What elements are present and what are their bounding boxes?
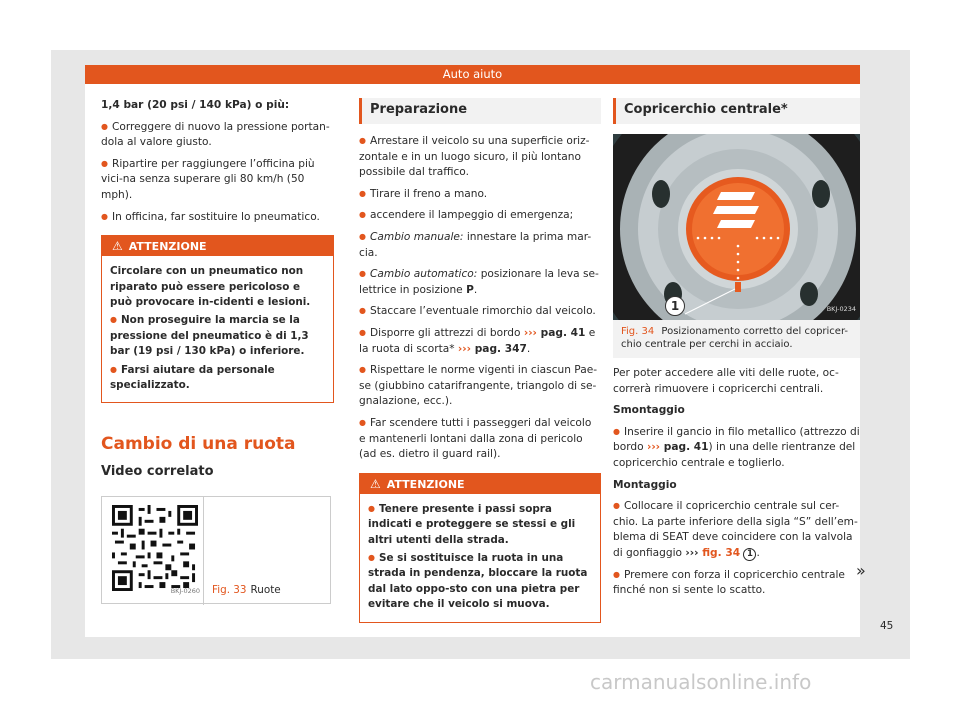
column-middle	[359, 98, 601, 623]
page-number: 45	[880, 620, 894, 632]
subheading-smontaggio: Smontaggio	[613, 404, 685, 417]
page-reference-link[interactable]	[524, 327, 586, 339]
divider	[203, 497, 204, 605]
reference-arrow-icon: ›››	[523, 326, 537, 339]
page-reference-link[interactable]	[647, 441, 709, 453]
column-left	[101, 98, 334, 604]
inline-marker-1: 1	[743, 548, 756, 561]
photo-code: BKJ-0234	[826, 305, 856, 314]
figure-reference-link[interactable]	[685, 547, 740, 559]
qr-code-icon[interactable]	[112, 505, 198, 591]
warning-body	[102, 256, 333, 402]
page-header: Auto aiuto	[85, 65, 860, 84]
list-text: e la ruota di scorta*	[359, 326, 596, 355]
watermark: carmanualsonline.info	[590, 670, 812, 694]
figure-number: Fig. 33	[212, 583, 247, 596]
list-item: ● Premere con forza il copricerchio centrale finché non si sente lo scatto.	[613, 568, 860, 599]
video-code: BKJ-0260	[170, 587, 200, 595]
list-item: ● Arrestare il veicolo su una superficie oriz-zontale e in un luogo sicuro, il più lontano possibile dal traffico.	[359, 134, 601, 181]
warning-box	[359, 473, 601, 623]
paragraph: Per poter accedere alle viti delle ruote, oc-correrà rimuovere i copricerchi centrali.	[613, 367, 839, 395]
emphasis-text: Cambio manuale:	[369, 230, 464, 243]
continue-mark: »	[856, 561, 866, 580]
link-text: pag. 347	[474, 342, 527, 355]
list-item: ● accendere il lampeggio di emergenza;	[359, 208, 601, 224]
figure-text: Posizionamento corretto del copricer-chio centrale per cerchi in acciaio.	[621, 326, 849, 350]
list-text: Inserire il gancio in filo metallico (attrezzo di bordo	[613, 425, 860, 454]
figure-text: Ruote	[250, 583, 281, 596]
warning-title: ATTENZIONE	[386, 477, 465, 491]
warning-item: ● Se si sostituisce la ruota in una strada in pendenza, bloccare la ruota dal lato oppo-sto con una pietra per evitare che il veicolo si muova.	[368, 551, 592, 613]
warning-title: ATTENZIONE	[128, 240, 207, 254]
warning-item: ● Non proseguire la marcia se la pressione del pneumatico è di 1,3 bar (19 psi / 130 kPa) o inferiore.	[110, 313, 325, 359]
wheel-cap-photo	[613, 134, 860, 320]
list-item	[359, 267, 601, 298]
list-item: ● Ripartire per raggiungere l’officina più vici-na senza superare gli 80 km/h (50 mph).	[101, 157, 334, 204]
list-text: Collocare il copricerchio centrale sul cer-chio. La parte inferiore della sigla “S” dell’em-blema di SEAT deve coincidere con la valvola di gonfiaggio	[613, 500, 858, 559]
section-title: Cambio di una ruota	[101, 434, 296, 455]
column-right	[613, 98, 860, 605]
warning-item: ● Farsi aiutare da personale specializzato.	[110, 363, 325, 394]
gear-position: P	[466, 283, 474, 296]
list-text: ) in una delle rientranze del copricerchio centrale e toglierlo.	[613, 441, 856, 469]
warning-header	[360, 474, 600, 494]
reference-arrow-icon: ›››	[457, 342, 472, 355]
reference-arrow-icon: ›››	[646, 441, 661, 454]
section-subtitle: Video correlato	[101, 464, 214, 479]
list-item: ● Far scendere tutti i passeggeri dal veicolo e mantenerli lontani dalla zona di pericolo (ad es. dietro il guard rail).	[359, 416, 601, 463]
list-text: .	[756, 546, 760, 559]
list-text: innestare la prima mar-cia.	[359, 230, 592, 259]
link-text: pag. 41	[540, 326, 586, 339]
warning-triangle-icon: ⚠	[112, 239, 123, 254]
list-item	[613, 425, 860, 472]
intro-text: 1,4 bar (20 psi / 140 kPa) o più:	[101, 99, 290, 111]
list-text: .	[473, 283, 478, 296]
figure-caption	[212, 583, 281, 599]
list-item	[613, 499, 860, 561]
warning-item: ● Tenere presente i passi sopra indicati e proteggere se stessi e gli altri utenti della strada.	[368, 502, 592, 548]
list-item	[359, 326, 601, 357]
warning-body	[360, 494, 600, 622]
reference-arrow-icon: ›››	[685, 546, 699, 559]
list-text: posizionare la leva se-lettrice in posizione	[359, 268, 599, 296]
list-text: .	[526, 342, 531, 355]
figure-marker-1: 1	[665, 296, 685, 316]
warning-triangle-icon: ⚠	[370, 476, 381, 491]
list-item: ● Rispettare le norme vigenti in ciascun Pae-se (giubbino catarifrangente, triangolo di se-gnalazione, ecc.).	[359, 363, 601, 410]
warning-header	[102, 236, 333, 256]
link-text: fig. 34	[702, 546, 741, 559]
list-text: Disporre gli attrezzi di bordo	[369, 326, 524, 339]
video-box[interactable]	[101, 496, 331, 604]
warning-box	[101, 235, 334, 403]
figure-number: Fig. 34	[621, 326, 655, 337]
section-heading: Preparazione	[359, 98, 601, 124]
subheading-montaggio: Montaggio	[613, 478, 677, 491]
warning-text: Circolare con un pneumatico non riparato può essere pericoloso e può provocare in-cidenti e lesioni.	[110, 265, 311, 308]
link-text: pag. 41	[663, 441, 709, 454]
list-item: ● In officina, far sostituire lo pneumatico.	[101, 210, 334, 226]
list-item: ● Correggere di nuovo la pressione portan-dola al valore giusto.	[101, 120, 334, 151]
emphasis-text: Cambio automatico:	[369, 268, 478, 281]
figure-caption	[613, 320, 860, 358]
wheel-illustration	[613, 134, 860, 320]
list-item: ● Tirare il freno a mano.	[359, 187, 601, 203]
list-item: ● Staccare l’eventuale rimorchio dal veicolo.	[359, 304, 601, 320]
page-reference-link[interactable]	[458, 343, 527, 355]
list-item	[359, 230, 601, 261]
section-heading: Copricerchio centrale*	[613, 98, 860, 124]
